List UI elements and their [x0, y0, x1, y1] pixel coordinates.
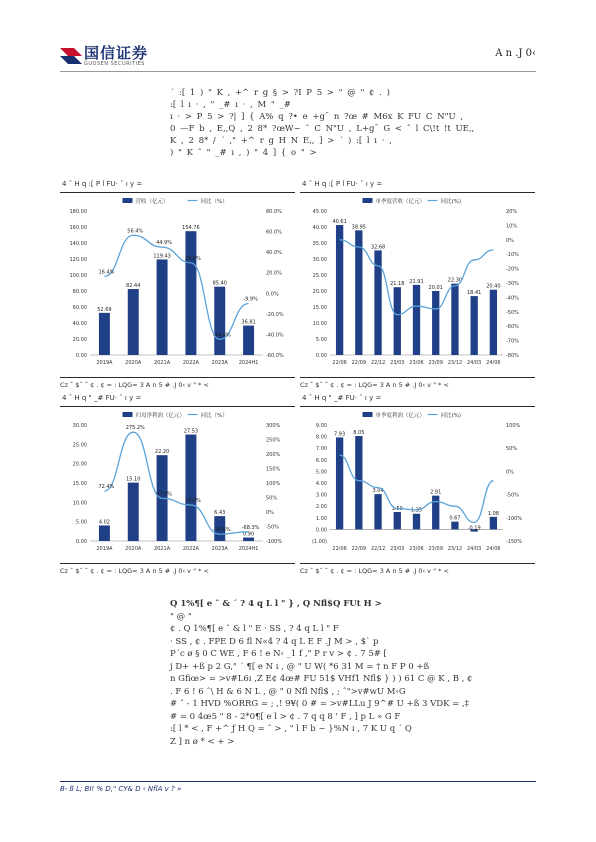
x-axis-tick-label: 23/09	[428, 546, 443, 552]
legend-label: 归母净利润（亿元）	[135, 413, 186, 419]
y-axis-tick-label: 7.00	[315, 446, 327, 453]
legend-label: 单季度利润（亿元）	[375, 413, 426, 419]
bar	[99, 313, 110, 355]
bar-value-label: 15.10	[126, 476, 141, 483]
x-axis-tick-label: 22/06	[332, 360, 347, 366]
y2-axis-tick-label: 150%	[266, 466, 281, 473]
y-axis-tick-label: (1.00)	[311, 539, 327, 545]
x-axis-tick-label: 22/09	[351, 360, 367, 366]
line-value-label: -44.8%	[212, 332, 231, 339]
bar-value-label: 6.43	[214, 510, 226, 517]
y2-axis-tick-label: -10%	[506, 252, 519, 259]
yoy-line	[104, 432, 248, 534]
y2-axis-tick-label: -20.0%	[266, 311, 284, 318]
y-axis-tick-label: 3.00	[315, 492, 327, 499]
body-line: n Gfiœ> = >v#L6ı ,Z E¢ 4œ# FU 51$ VHf1 Nfl$ } ) ) 61 C @ K , B , ¢	[170, 674, 473, 684]
y2-axis-tick-label: -40%	[506, 295, 519, 302]
bar-value-label: 119.43	[153, 253, 171, 260]
legend-swatch-bar	[363, 198, 373, 203]
x-axis-tick-label: 22/12	[370, 360, 386, 366]
chart-panel-1	[60, 180, 295, 391]
line-value-label: 56.4%	[127, 228, 144, 235]
y-axis-tick-label: 0.00	[315, 527, 327, 534]
bar-value-label: 3.04	[372, 488, 384, 495]
bar-value-label: 4.02	[98, 519, 110, 526]
chart-source: Cz ˆ $ˆ ˆ ¢ . ¢ = : LQG= 3 A n 5 # .J 0‹ v " * <	[300, 563, 535, 577]
revenue-annual-chart	[60, 193, 295, 371]
body-line: ¢ . Q 1%¶[ e ˆ & l " E · SS , ? 4 q L l " F	[170, 624, 339, 634]
line-value-label: 275.2%	[125, 425, 145, 432]
x-axis-tick-label: 22/09	[351, 546, 367, 552]
bar-value-label: 1.35	[410, 507, 423, 514]
intro-line: :[ l ı · , " _# ı · , M " _#	[170, 100, 291, 110]
y-axis-tick-label: 5.00	[315, 337, 327, 343]
bar	[432, 496, 439, 530]
bar-value-label: 0.67	[449, 515, 461, 522]
bar-value-label: 154.76	[182, 225, 200, 232]
y-axis-tick-label: 80.00	[72, 289, 87, 295]
x-axis-tick-label: 22/12	[370, 546, 386, 552]
x-axis-tick-label: 24/03	[466, 546, 482, 552]
paragraph-lead: Q 1%¶[ e ˆ & ´ ? 4 q L l " } , Q Nfl$Q FUt H >	[170, 599, 382, 609]
bar-value-label: 20.01	[428, 284, 443, 291]
bar	[355, 436, 362, 529]
y-axis-tick-label: 9.00	[315, 423, 327, 429]
bar-value-label: 52.69	[97, 306, 112, 313]
bar-value-label: 21.18	[390, 281, 405, 288]
bar-value-label: 18.41	[467, 290, 482, 297]
line-value-label: 16.4%	[98, 269, 115, 276]
y-axis-tick-label: 45.00	[312, 209, 327, 215]
y2-axis-tick-label: 50%	[506, 446, 518, 453]
bar-value-label: 0.90	[243, 531, 255, 538]
bar	[394, 287, 401, 355]
revenue-quarterly-chart	[300, 193, 535, 371]
bar-value-label: 8.05	[353, 430, 365, 437]
y2-axis-tick-label: 20.0%	[266, 270, 282, 277]
y-axis-tick-label: 25.00	[72, 442, 87, 449]
y2-axis-tick-label: 20%	[506, 209, 518, 215]
legend-swatch-bar	[123, 412, 133, 417]
header-divider	[60, 71, 536, 72]
y-axis-tick-label: 160.00	[69, 225, 87, 231]
intro-line: 0 —F b , E,,Q , 2 8* ?œW~ ˆ C N"U , L+g¯ G < ˆ l C\!t !t UE,,	[170, 124, 475, 134]
y2-axis-tick-label: -150%	[506, 539, 523, 545]
y2-axis-tick-label: 80.0%	[266, 209, 282, 215]
y2-axis-tick-label: 0%	[266, 510, 274, 516]
y-axis-tick-label: 10.00	[72, 500, 87, 507]
bar-value-label: 38.95	[351, 224, 366, 231]
legend-label: 同比（%）	[200, 199, 228, 205]
legend-label: 同比(%)	[440, 413, 462, 419]
bar-value-label: 2.91	[430, 489, 442, 496]
y-axis-tick-label: 20.00	[72, 337, 87, 343]
y2-axis-tick-label: -60.0%	[266, 353, 284, 359]
logo-text-en: GUOSEN SECURITIES	[84, 61, 145, 67]
intro-line: ı · > P 5 > ?| ] { A% q ?• e +g¯ n ?œ # M6x K FU C N"U ,	[170, 112, 464, 122]
x-axis-tick-label: 2021A	[154, 546, 171, 552]
body-line: P´c ø § 0 C WE , F 6 ! e N‹ _1 f ," P r v > ¢ . 7 5# [	[170, 649, 387, 659]
y2-axis-tick-label: 100%	[266, 481, 281, 487]
chart-panel-2	[300, 180, 535, 391]
x-axis-tick-label: 2023A	[211, 360, 228, 366]
body-line: Z ] n ø * < + >	[170, 736, 235, 747]
legend-label: 单季度营收（亿元）	[375, 199, 426, 205]
chart-title: 4 ˆ H q " _# FU· ˆ ı y =	[60, 394, 295, 407]
body-line: # ˆ - 1 HVD %ORRG = ; ,! 9¥( 0 # = >v#LLu J 9^# U +ß 3 VDK = ,‡	[170, 699, 469, 709]
y2-axis-tick-label: -50%	[506, 492, 519, 499]
y2-axis-tick-label: 100%	[506, 423, 521, 429]
x-axis-tick-label: 2019A	[96, 546, 113, 552]
bar	[413, 285, 420, 355]
x-axis-tick-label: 24/03	[466, 360, 482, 366]
y-axis-tick-label: 20.00	[72, 461, 87, 468]
bar-value-label: 82.44	[126, 283, 141, 290]
bar	[471, 296, 478, 355]
legend-swatch-bar	[123, 198, 133, 203]
line-value-label: 29.6%	[184, 255, 201, 262]
y-axis-tick-label: 40.00	[72, 321, 87, 327]
y-axis-tick-label: 6.00	[315, 457, 327, 464]
x-axis-tick-label: 2024H1	[238, 360, 259, 366]
bar	[490, 290, 497, 355]
bar-value-label: -0.19	[467, 525, 481, 532]
y2-axis-tick-label: 300%	[266, 423, 281, 429]
y-axis-tick-label: 180.00	[69, 209, 87, 215]
intro-line: ) " K ˆ " _# ı , ) " 4 ] { o " >	[170, 148, 317, 158]
bar-value-label: 20.40	[486, 283, 501, 290]
body-line: # = 0 4œ5 " 8 - 2*0¶[ e l > ¢ . 7 q q 8 ' F , ] p L » G F	[170, 711, 401, 722]
y-axis-tick-label: 5.00	[315, 469, 327, 476]
logo-text-cn: 国信证券	[84, 44, 149, 62]
line-value-label: -76.6%	[212, 527, 231, 534]
y2-axis-tick-label: -20%	[506, 266, 519, 273]
analysis-paragraph	[170, 598, 535, 748]
bar	[451, 522, 458, 530]
bar	[243, 538, 254, 541]
y2-axis-tick-label: 40.0%	[266, 250, 282, 257]
y2-axis-tick-label: -70%	[506, 338, 519, 345]
net-profit-annual-chart	[60, 407, 295, 557]
bar-value-label: 85.40	[212, 280, 227, 287]
y2-axis-tick-label: 250%	[266, 437, 281, 444]
y-axis-tick-label: 10.00	[312, 321, 327, 327]
y2-axis-tick-label: 50%	[266, 495, 278, 502]
x-axis-tick-label: 23/06	[409, 360, 424, 366]
y-axis-tick-label: 140.00	[69, 241, 87, 247]
x-axis-tick-label: 23/12	[447, 546, 463, 552]
y-axis-tick-label: 15.00	[72, 481, 87, 487]
chart-source: Cz ˆ $ˆ ˆ ¢ . ¢ = : LQG= 3 A n 5 # .J 0‹ v " * <	[300, 377, 535, 391]
intro-line: ´ :[ 1 ) " K , +^ r g § > ?I P 5 > " @ " ¢ . )	[170, 88, 390, 98]
bar	[374, 494, 381, 529]
x-axis-tick-label: 24/06	[486, 546, 501, 552]
y-axis-tick-label: 0.00	[75, 539, 87, 545]
footer-divider	[60, 781, 536, 782]
intro-paragraph	[170, 87, 535, 159]
y2-axis-tick-label: 0%	[506, 237, 514, 244]
footer-text: B- ß L; BI! % D," CY& D ‹ NflA v ? »	[60, 785, 182, 793]
line-value-label: 24.0%	[184, 498, 201, 505]
bar-value-label: 27.53	[183, 428, 199, 435]
bar	[490, 517, 497, 530]
y-axis-tick-label: 15.00	[312, 305, 327, 311]
legend-swatch-bar	[363, 412, 373, 417]
y2-axis-tick-label: -100%	[506, 515, 523, 522]
y-axis-tick-label: 5.00	[75, 519, 87, 526]
chart-panel-3	[60, 394, 295, 577]
bar	[128, 483, 139, 541]
chart-source: Cz ˆ $ˆ ˆ ¢ . ¢ = : LQG= 3 A n 5 # .J 0‹ v " * <	[60, 563, 295, 577]
chart-source: Cz ˆ $ˆ ˆ ¢ . ¢ = : LQG= 3 A n 5 # .J 0‹ v " * <	[60, 377, 295, 391]
bar-value-label: 36.81	[241, 319, 256, 326]
y2-axis-tick-label: -30%	[506, 281, 519, 287]
body-line: j D+ +ß p 2 G," ´ ¶[ e N ı , @ " U W( *6 31 M = † n F P 0 +ß	[170, 661, 430, 672]
bar	[432, 291, 439, 355]
y2-axis-tick-label: -40.0%	[266, 332, 284, 339]
y2-axis-tick-label: -80%	[506, 353, 519, 359]
x-axis-tick-label: 23/03	[390, 546, 405, 552]
line-value-label: 44.9%	[156, 240, 173, 247]
bar	[185, 231, 196, 355]
bar	[157, 259, 168, 355]
bar	[99, 525, 110, 541]
y2-axis-tick-label: 10%	[506, 223, 518, 230]
y-axis-tick-label: 0.00	[75, 353, 87, 359]
x-axis-tick-label: 23/09	[428, 360, 443, 366]
y2-axis-tick-label: 0.0%	[266, 291, 279, 298]
bar	[214, 287, 225, 355]
y-axis-tick-label: 1.00	[315, 515, 327, 522]
y-axis-tick-label: 40.00	[312, 225, 327, 231]
bar	[394, 512, 401, 529]
y-axis-tick-label: 8.00	[315, 434, 327, 441]
bar	[336, 437, 343, 529]
company-logo	[60, 42, 160, 68]
bar-value-label: 40.61	[332, 219, 347, 226]
y-axis-tick-label: 25.00	[312, 273, 327, 279]
x-axis-tick-label: 23/12	[447, 360, 463, 366]
y-axis-tick-label: 20.00	[312, 289, 327, 295]
x-axis-tick-label: 23/06	[409, 546, 424, 552]
legend-label: 同比（%）	[200, 413, 228, 419]
bar-value-label: 1.50	[391, 506, 403, 512]
line-value-label: 72.4%	[98, 484, 115, 491]
y-axis-tick-label: 30.00	[72, 423, 87, 429]
x-axis-tick-label: 2021A	[154, 360, 171, 366]
x-axis-tick-label: 2019A	[96, 360, 113, 366]
x-axis-tick-label: 2020A	[125, 546, 142, 552]
header-right-text: A n .J 0‹	[495, 48, 536, 59]
chart-title: 4 ˆ H q :[ P l FU· ˆ ı y =	[300, 180, 535, 193]
body-line: :[ l * < , F +^ ƒ H Q = ˆ > , " l F b ~ }%N ı , 7 K U q ´ Q	[170, 724, 412, 734]
y-axis-tick-label: 60.00	[72, 305, 87, 311]
bar	[413, 514, 420, 530]
y-axis-tick-label: 0.00	[315, 353, 327, 359]
y-axis-tick-label: 4.00	[315, 481, 327, 487]
net-profit-quarterly-chart	[300, 407, 535, 557]
bar	[185, 435, 196, 541]
line-value-label: -9.9%	[243, 296, 258, 303]
x-axis-tick-label: 22/06	[332, 546, 347, 552]
chart-title: 4 ˆ H q :[ P l FU· ˆ ı y =	[60, 180, 295, 193]
y2-axis-tick-label: -60%	[506, 324, 519, 331]
x-axis-tick-label: 24/06	[486, 360, 501, 366]
y-axis-tick-label: 120.00	[69, 257, 87, 263]
bar	[128, 289, 139, 355]
y-axis-tick-label: 35.00	[312, 241, 327, 247]
bar	[355, 230, 362, 355]
bar-value-label: 22.30	[447, 277, 463, 284]
body-line: . F 6 ! 6 ˆ\ H & 6 N L , @ " 0 Nfl Nfl$ , ; ˆ">v#wU M‹G	[170, 686, 406, 697]
chart-panel-4	[300, 394, 535, 577]
line-value-label: -68.3%	[241, 524, 260, 531]
body-line: · SS , ¢ . FPE D 6 fl N«4 ? 4 q L E F .J M > , $` p	[170, 636, 379, 647]
bar-value-label: 32.68	[370, 244, 386, 251]
x-axis-tick-label: 23/03	[390, 360, 405, 366]
y2-axis-tick-label: -50%	[266, 524, 279, 531]
body-line: " @ "	[170, 611, 192, 622]
bar	[243, 326, 254, 355]
bar-value-label: 1.08	[487, 510, 499, 517]
bar	[451, 284, 458, 355]
y2-axis-tick-label: 60.0%	[266, 229, 282, 236]
y-axis-tick-label: 2.00	[315, 504, 327, 511]
x-axis-tick-label: 2022A	[182, 360, 199, 366]
x-axis-tick-label: 2020A	[125, 360, 142, 366]
x-axis-tick-label: 2023A	[211, 546, 228, 552]
intro-line: K , 2 8* / ´ ," +^ r g H N E,, ] > ´ ) :[ l ı · ,	[170, 136, 392, 146]
line-value-label: 47.0%	[156, 491, 173, 498]
y-axis-tick-label: 30.00	[312, 257, 327, 263]
y-axis-tick-label: 100.00	[69, 273, 87, 279]
bar-value-label: 22.20	[154, 449, 170, 456]
x-axis-tick-label: 2024H1	[238, 546, 259, 552]
y2-axis-tick-label: -50%	[506, 309, 519, 316]
y2-axis-tick-label: -100%	[266, 539, 283, 545]
logo-mark-icon	[60, 44, 82, 66]
bar-value-label: 21.91	[409, 278, 424, 285]
legend-label: 同比(%)	[440, 199, 462, 205]
bar-value-label: 7.93	[334, 431, 346, 438]
bar	[336, 225, 343, 355]
y2-axis-tick-label: 200%	[266, 452, 281, 458]
legend-label: 营收（亿元）	[135, 199, 169, 205]
y2-axis-tick-label: 0%	[506, 469, 514, 476]
chart-title: 4 ˆ H q " _# FU· ˆ ı y =	[300, 394, 535, 407]
x-axis-tick-label: 2022A	[182, 546, 199, 552]
